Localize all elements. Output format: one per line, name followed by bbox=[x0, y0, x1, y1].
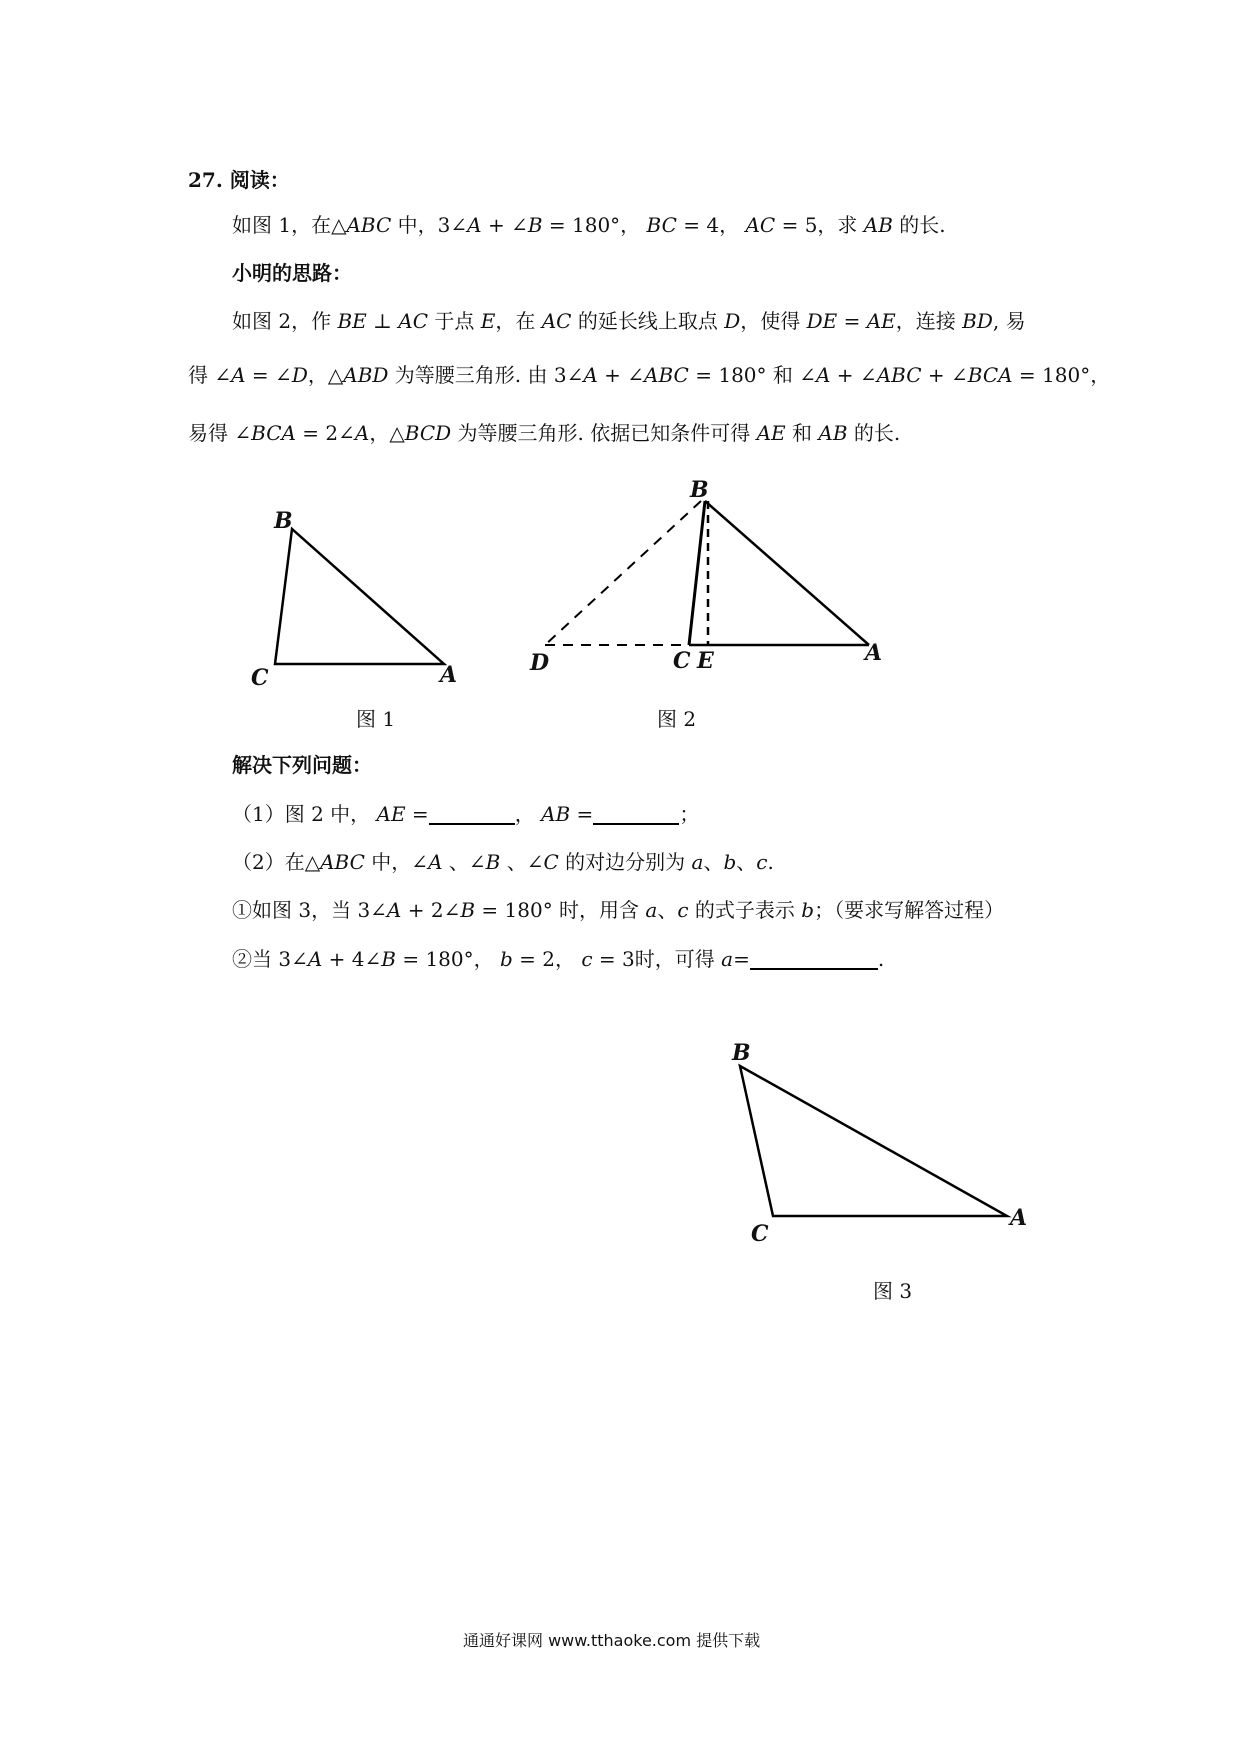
solve-heading: 解决下列问题： bbox=[232, 753, 372, 777]
vertex-label-c: C bbox=[751, 1221, 769, 1247]
idea-heading: 小明的思路： bbox=[232, 261, 352, 285]
figure-3-caption: 图 3 bbox=[873, 1279, 913, 1303]
footer-text: 通通好课网 www.tthaoke.com 提供下载 bbox=[463, 1631, 761, 1650]
segment-bc bbox=[689, 501, 705, 645]
vertex-label-a: A bbox=[440, 662, 458, 688]
answer-blank-a[interactable] bbox=[750, 946, 878, 970]
figure-2-caption: 图 2 bbox=[657, 707, 697, 731]
vertex-label-d: D bbox=[530, 650, 550, 676]
problem-intro: 如图 1，在△ABC 中，3∠A + ∠B = 180°， BC = 4， AC = 5，求 AB 的长. bbox=[232, 213, 946, 237]
segment-bd bbox=[545, 501, 701, 645]
idea-line-2: 得 ∠A = ∠D，△ABD 为等腰三角形. 由 3∠A + ∠ABC = 180° 和 ∠A + ∠ABC + ∠BCA = 180°， bbox=[188, 363, 1111, 387]
vertex-label-b: B bbox=[274, 508, 293, 534]
vertex-label-e: E bbox=[697, 648, 714, 674]
vertex-label-a: A bbox=[1010, 1205, 1028, 1231]
idea-line-1: 如图 2，作 BE ⊥ AC 于点 E，在 AC 的延长线上取点 D，使得 DE = AE，连接 BD, 易 bbox=[232, 309, 1026, 333]
vertex-label-b: B bbox=[690, 477, 709, 503]
triangle-abc-fig1 bbox=[275, 529, 444, 664]
question-1: （1）图 2 中， AE = ， AB = ； bbox=[232, 802, 700, 826]
vertex-label-a: A bbox=[865, 640, 883, 666]
figure-1 bbox=[251, 508, 457, 691]
answer-blank-ab[interactable] bbox=[593, 801, 679, 825]
answer-blank-ae[interactable] bbox=[429, 801, 515, 825]
figure-3 bbox=[731, 1040, 1027, 1247]
idea-line-3: 易得 ∠BCA = 2∠A，△BCD 为等腰三角形. 依据已知条件可得 AE 和 AB 的长. bbox=[188, 421, 901, 445]
problem-heading: 27. 阅读： bbox=[188, 168, 290, 192]
figure-1-caption: 图 1 bbox=[356, 707, 396, 731]
question-2: （2）在△ABC 中，∠A 、∠B 、∠C 的对边分别为 a、b、c. bbox=[232, 850, 774, 874]
question-2-part-1: ①如图 3，当 3∠A + 2∠B = 180° 时，用含 a、c 的式子表示 b；（要求写解答过程） bbox=[232, 898, 1005, 922]
vertex-label-c: C bbox=[673, 648, 691, 674]
vertex-label-b: B bbox=[732, 1040, 751, 1066]
triangle-abc-fig3 bbox=[740, 1066, 1007, 1216]
figure-2 bbox=[529, 477, 882, 676]
question-2-part-2: ②当 3∠A + 4∠B = 180°， b = 2， c = 3时，可得 a= . bbox=[232, 947, 885, 971]
segment-ba bbox=[705, 501, 869, 645]
vertex-label-c: C bbox=[251, 665, 269, 691]
